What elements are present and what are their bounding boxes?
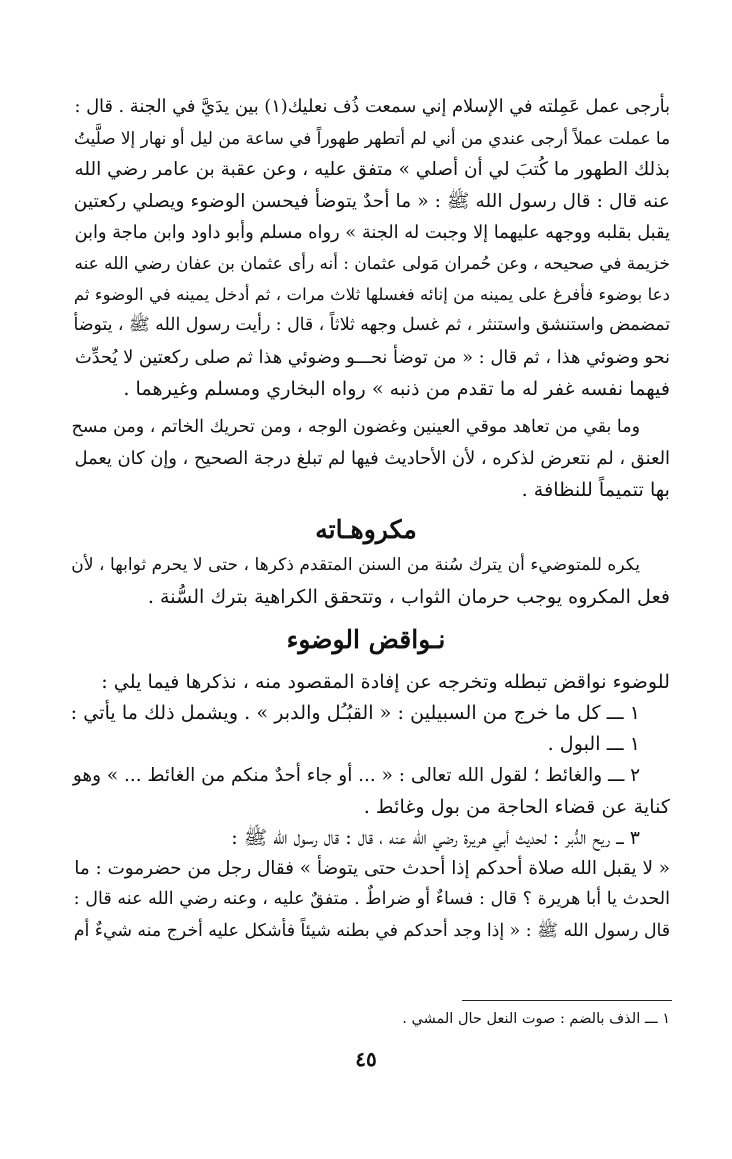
paragraph-makruhat xyxy=(62,550,670,612)
text-line: بها تتميماً للنظافة . xyxy=(521,478,670,502)
text-line: ١ ـــ كل ما خرج من السبيلين : « القبُـُل والدبر » . ويشمل ذلك ما يأتي : xyxy=(70,701,640,725)
footnote-divider xyxy=(462,1000,672,1001)
text-line: « لا يقبل الله صلاة أحدكم إذا أحدث حتى يتوضأ » فقال رجل من حضرموت : ما xyxy=(74,858,670,880)
list-item-wind xyxy=(62,822,670,947)
list-item-urine xyxy=(62,728,670,759)
list-item-feces xyxy=(62,760,670,822)
text-line: ١ ـــ البول . xyxy=(547,732,640,756)
text-line: ما عملت عملاً أرجى عندي من أني لم أتطهر طهوراً في ساعة من ليل أو نهار إلا صلَّيتُ xyxy=(74,128,670,149)
text-line: تمضمض واستنشق واستنثر ، ثم غسل وجهه ثلاثاً ، قال : رأيت رسول الله ﷺ ، يتوضأ xyxy=(73,315,670,336)
text-line: قال رسول الله ﷺ : « إذا وجد أحدكم في بطنه شيئاً فأشكل عليه أخرج منه شيءٌ أم xyxy=(73,920,670,941)
paragraph-nawaqid-intro xyxy=(62,666,670,697)
section-heading-makruhat: مكروهـاته xyxy=(315,514,417,544)
text-line: كناية عن قضاء الحاجة من بول وغائط . xyxy=(363,794,670,818)
text-line: فعل المكروه يوجب حرمان الثواب ، وتتحقق الكراهية بترك السُّنة . xyxy=(147,584,670,608)
text-line: نحو وضوئي هذا ، ثم قال : « من توضأ نحـــو وضوئي هذا ثم صلى ركعتين لا يُحدِّث xyxy=(74,346,670,368)
text-line: خزيمة في صحيحه ، وعن حُمران مَولى عثمان : أنه رأى عثمان بن عفان رضي الله عنه xyxy=(74,253,670,274)
paragraph-remaining-sunan xyxy=(62,412,670,506)
text-line: ٣ ـــ ريح الدُّبر : لحديث أبي هريرة رضي الله عنه ، قال : قال رسول الله ﷺ : xyxy=(231,826,640,850)
text-line: بذلك الطهور ما كُتبَ لي أن أصلي » متفق عليه ، وعن عقبة بن عامر رضي الله xyxy=(74,159,670,181)
text-line: ٢ ـــ والغائط ؛ لقول الله تعالى : « ... أو جاء أحدٌ منكم من الغائط ... » وهو xyxy=(72,764,640,786)
text-line: وما بقي من تعاهد موقي العينين وغضون الوجه ، ومن تحريك الخاتم ، ومن مسح xyxy=(71,417,640,438)
footnote: ١ ـــ الذف بالضم : صوت النعل حال المشي . xyxy=(402,1011,670,1027)
list-item-sabilain xyxy=(62,697,670,728)
section-heading-nawaqid: نـواقض الوضوء xyxy=(286,625,446,655)
text-line: بأرجى عمل عَمِلته في الإسلام إني سمعت ذُف نعليك(١) بين يدَيَّ في الجنة . قال : xyxy=(74,97,670,117)
text-line: العنق ، لم نتعرض لذكره ، لأن الأحاديث فيها لم تبلغ درجة الصحيح ، وإن كان يعمل xyxy=(74,448,670,470)
text-line: عنه قال : قال رسول الله ﷺ : « ما أحدٌ يتوضأ فيحسن الوضوء ويصلي ركعتين xyxy=(73,190,670,212)
text-line: الحدث يا أبا هريرة ؟ قال : فساءٌ أو ضراطٌ . متفقٌ عليه ، وعنه رضي الله عنه قال : xyxy=(73,889,670,910)
page-number: ٤٥ xyxy=(355,1047,377,1071)
text-line: دعا بوضوء فأفرغ على يمينه من إنائه فغسلها ثلاث مرات ، ثم أدخل يمينه في الوضوء ثم xyxy=(73,285,670,305)
paragraph-hadith-wudu-virtue xyxy=(62,92,670,404)
text-line: فيهما نفسه غفر له ما تقدم من ذنبه » رواه البخاري ومسلم وغيرهما . xyxy=(123,376,670,400)
text-line: يقبل بقلبه ووجهه عليهما إلا وجبت له الجنة » رواه مسلم وأبو داود وابن ماجة وابن xyxy=(74,221,670,243)
text-line: يكره للمتوضيء أن يترك سُنة من السنن المتقدم ذكرها ، حتى لا يحرم ثوابها ، لأن xyxy=(71,554,640,575)
text-line: للوضوء نواقض تبطله وتخرجه عن إفادة المقصود منه ، نذكرها فيما يلي : xyxy=(101,670,670,694)
